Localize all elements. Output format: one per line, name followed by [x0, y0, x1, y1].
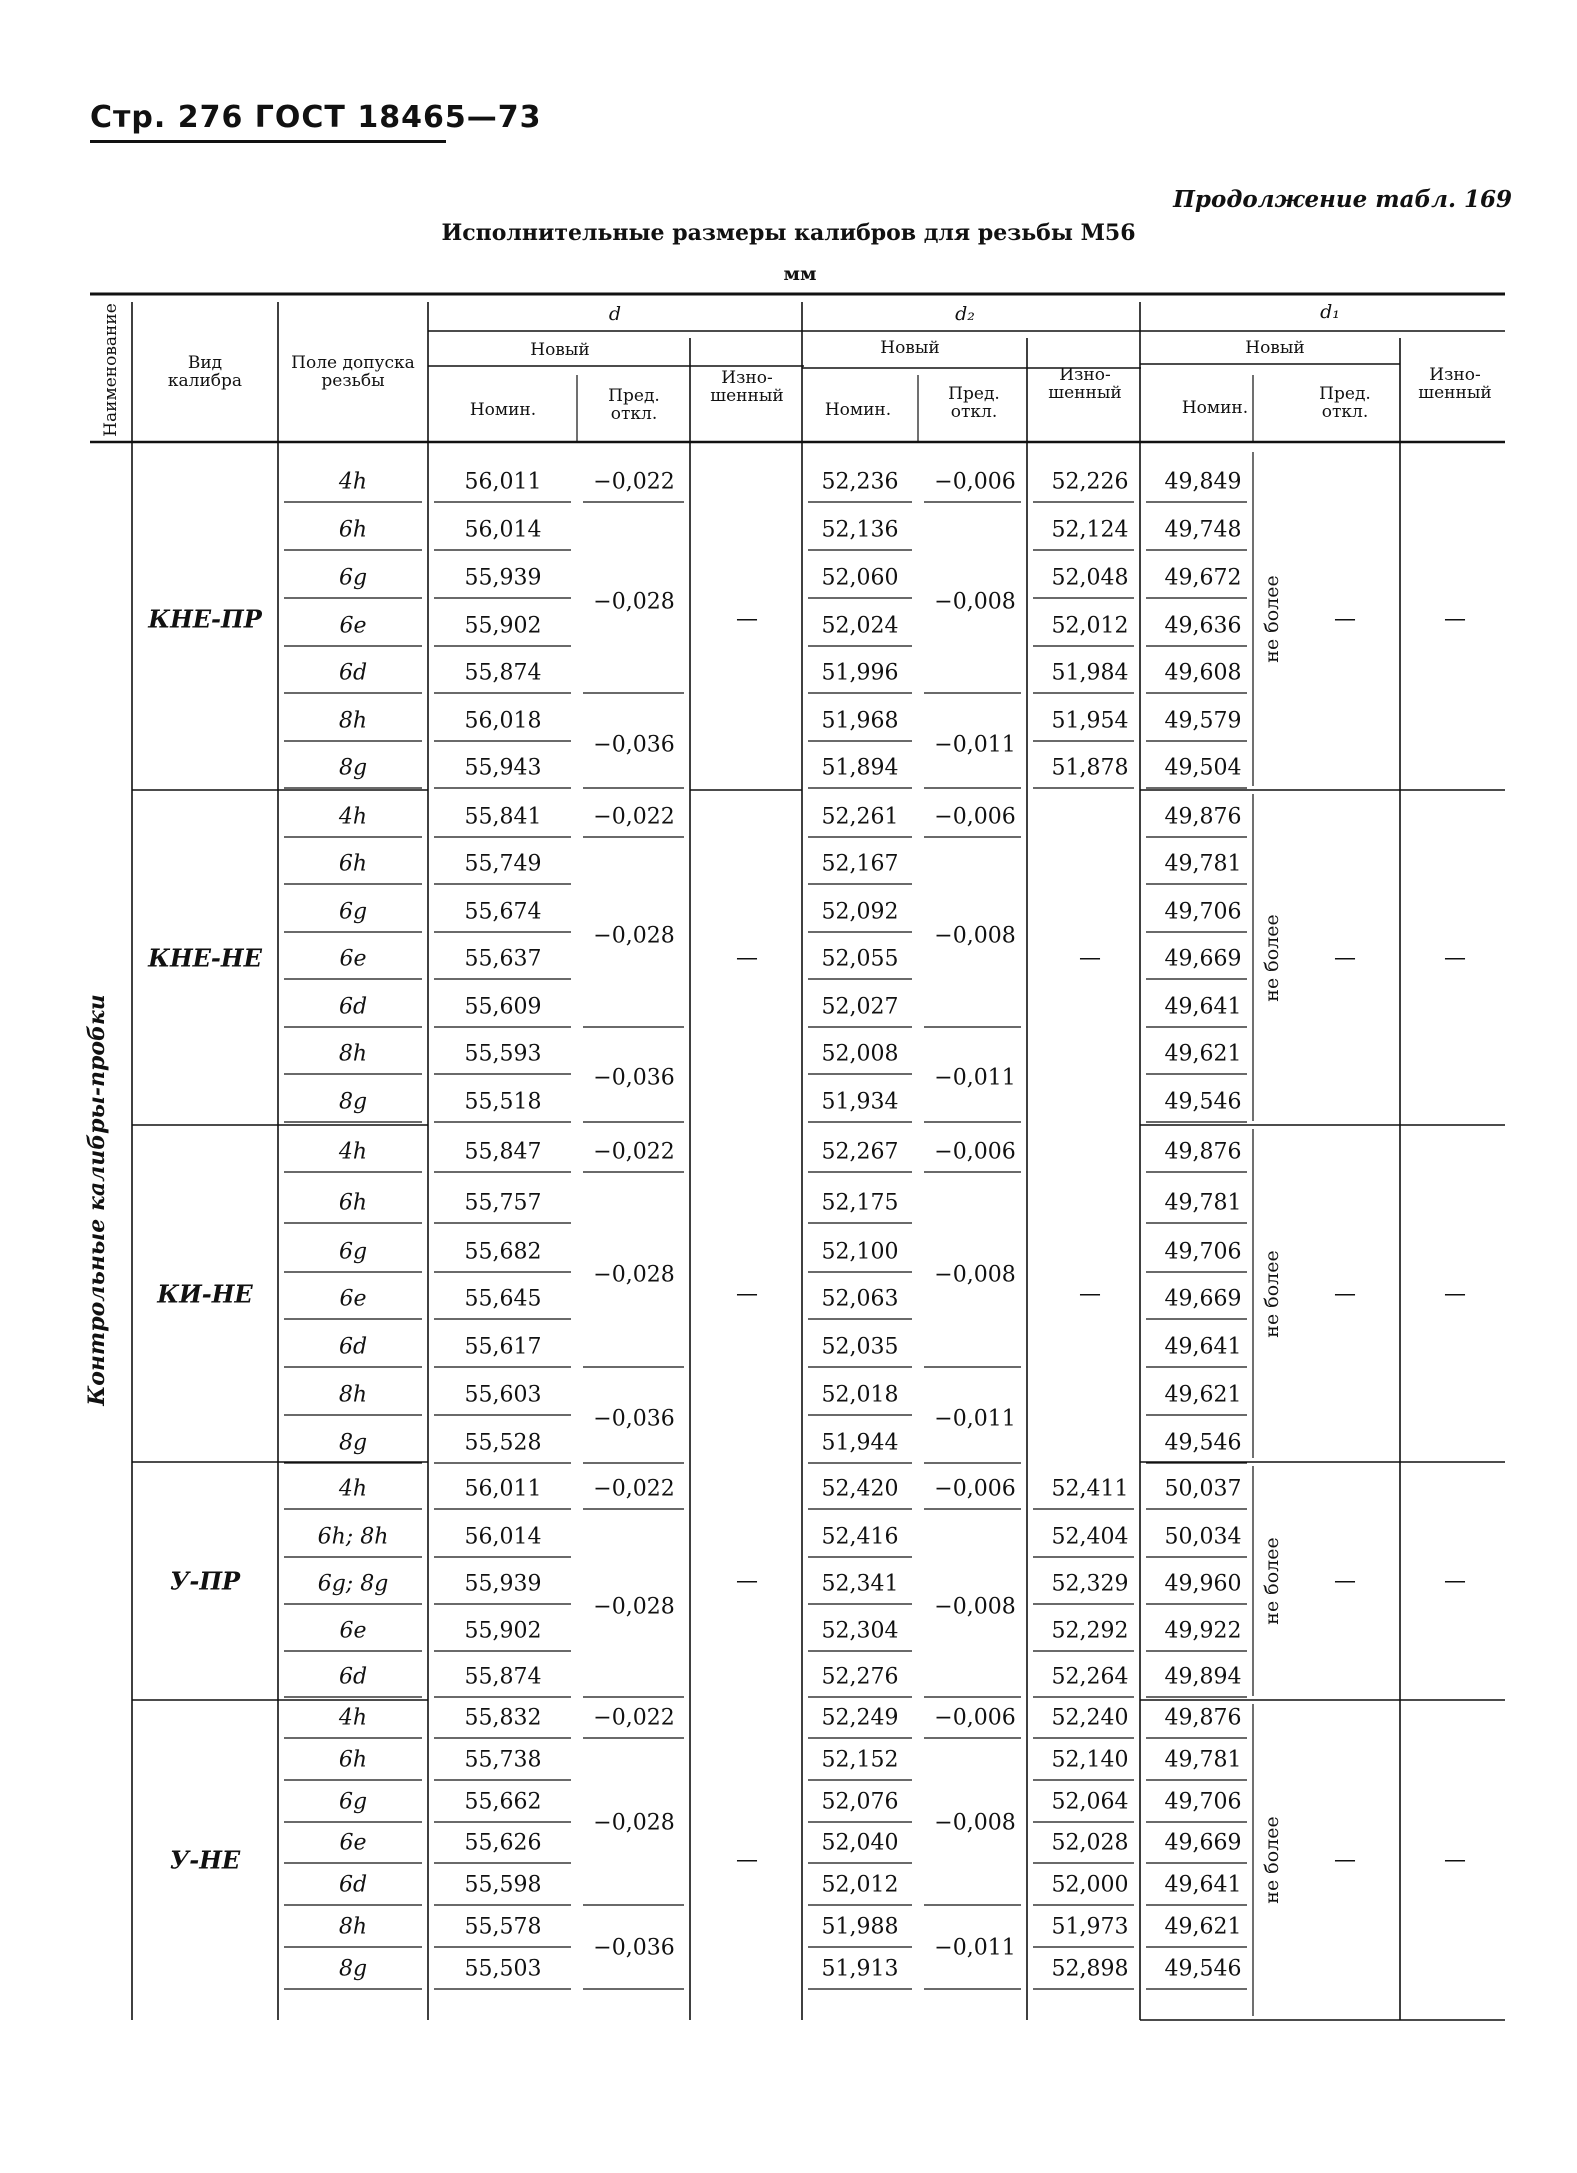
d1-nominal: 49,621 [1164, 1914, 1242, 1940]
d-nominal: 55,682 [464, 1239, 542, 1265]
d2-nominal: 52,063 [821, 1286, 899, 1312]
header-d1-deviation: Пред. откл. [1319, 384, 1371, 422]
tolerance-field: 4h [338, 1705, 368, 1731]
d-nominal: 55,598 [464, 1872, 542, 1898]
header-tolerance-field: Поле допуска резьбы [291, 353, 415, 391]
tolerance-field: 8h [338, 1041, 368, 1067]
d1-nominal: 49,672 [1164, 565, 1242, 591]
header-d1-new: Новый [1245, 338, 1305, 358]
d2-deviation: −0,011 [934, 1065, 1016, 1091]
d-deviation: −0,022 [593, 469, 675, 495]
d2-nominal: 52,304 [821, 1618, 899, 1644]
d-deviation: −0,036 [593, 1406, 675, 1432]
category-label: Контрольные калибры-пробки [84, 994, 110, 1406]
header-d1-nominal: Номин. [1181, 398, 1249, 418]
d2-nominal: 52,341 [821, 1571, 899, 1597]
d-nominal: 55,757 [464, 1190, 542, 1216]
tolerance-field: 6h [338, 851, 368, 877]
d-deviation: −0,022 [593, 1476, 675, 1502]
d-nominal: 55,847 [464, 1139, 542, 1165]
d1-nominal: 49,894 [1164, 1664, 1242, 1690]
tolerance-field: 6h; 8h [317, 1524, 389, 1550]
gauge-name: КИ-НЕ [157, 1279, 253, 1308]
d2-worn: 52,048 [1051, 565, 1129, 591]
d1-nominal: 49,608 [1164, 660, 1242, 686]
d1-worn-dash: — [1444, 945, 1466, 970]
not-more-label: не более [1261, 1537, 1283, 1625]
d2-worn: 51,973 [1051, 1914, 1129, 1940]
d-deviation: −0,036 [593, 1065, 675, 1091]
tolerance-field: 6e [339, 1618, 367, 1644]
d2-worn: 52,404 [1051, 1524, 1129, 1550]
d-worn-dash: — [736, 606, 758, 632]
d2-worn: 52,012 [1051, 613, 1129, 639]
tolerance-field: 4h [338, 804, 368, 830]
d-deviation: −0,022 [593, 1139, 675, 1165]
d2-worn: 51,954 [1051, 708, 1129, 734]
tolerance-field: 6e [339, 1286, 367, 1312]
d2-worn-dash: — [1079, 1281, 1101, 1306]
d2-worn-dash: — [1079, 945, 1101, 970]
d-deviation: −0,022 [593, 1705, 675, 1731]
d2-nominal: 52,167 [821, 851, 899, 877]
d2-nominal: 52,035 [821, 1334, 899, 1360]
d-nominal: 55,503 [464, 1956, 542, 1982]
d2-nominal: 52,236 [821, 469, 899, 495]
d-nominal: 56,014 [464, 1524, 542, 1550]
continuation-note: Продолжение табл. 169 [1173, 186, 1512, 213]
d2-worn: 52,329 [1051, 1571, 1129, 1597]
tolerance-field: 6d [338, 994, 368, 1020]
tolerance-field: 4h [338, 1476, 368, 1502]
tolerance-field: 6g [338, 899, 368, 925]
d2-nominal: 52,261 [821, 804, 899, 830]
tolerance-field: 6g [338, 1789, 368, 1815]
gauge-name: У-НЕ [169, 1845, 241, 1875]
tolerance-field: 6e [339, 946, 367, 972]
d1-deviation-dash: — [1334, 606, 1356, 632]
d2-deviation: −0,008 [934, 1810, 1016, 1835]
d-nominal: 55,609 [464, 994, 542, 1020]
d2-deviation: −0,006 [934, 1139, 1016, 1165]
header-d2-nominal: Номин. [824, 400, 892, 420]
d1-nominal: 49,621 [1164, 1382, 1242, 1408]
header-d2: d₂ [955, 303, 975, 325]
d2-worn: 52,064 [1051, 1789, 1129, 1815]
d-worn-dash: — [736, 945, 758, 970]
tolerance-field: 4h [338, 1139, 368, 1165]
d1-nominal: 49,669 [1164, 946, 1242, 972]
table-title: Исполнительные размеры калибров для резьбы М56 [441, 220, 1136, 246]
d-nominal: 55,943 [464, 755, 542, 781]
d1-nominal: 49,706 [1164, 1239, 1242, 1265]
d-nominal: 55,874 [464, 660, 542, 686]
d2-nominal: 51,913 [821, 1956, 899, 1982]
tolerance-field: 8h [338, 708, 368, 734]
not-more-label: не более [1261, 1816, 1283, 1904]
d-nominal: 55,518 [464, 1089, 542, 1115]
d2-deviation: −0,011 [934, 1935, 1016, 1961]
d1-nominal: 49,960 [1164, 1571, 1242, 1597]
d2-deviation: −0,006 [934, 1476, 1016, 1502]
tolerance-field: 6d [338, 1664, 368, 1690]
d1-nominal: 49,748 [1164, 517, 1242, 543]
d2-deviation: −0,011 [934, 732, 1016, 757]
d1-nominal: 49,706 [1164, 899, 1242, 925]
d2-nominal: 52,092 [821, 899, 899, 925]
d1-nominal: 49,641 [1164, 994, 1242, 1020]
not-more-label: не более [1261, 913, 1283, 1002]
d-nominal: 56,011 [464, 469, 542, 495]
d-deviation: −0,036 [593, 732, 675, 757]
d-nominal: 55,662 [464, 1789, 542, 1815]
d-nominal: 55,626 [464, 1830, 542, 1856]
d-deviation: −0,028 [593, 1262, 675, 1288]
header-d2-worn: Изно-шенный [1048, 365, 1122, 403]
d1-nominal: 49,504 [1164, 755, 1242, 781]
d-nominal: 55,528 [464, 1430, 542, 1456]
d2-nominal: 52,008 [821, 1041, 899, 1067]
d2-nominal: 51,944 [821, 1430, 899, 1456]
d-deviation: −0,036 [593, 1935, 675, 1961]
d1-nominal: 50,034 [1164, 1524, 1242, 1550]
header-d-deviation: Пред. откл. [608, 386, 660, 424]
d-nominal: 55,603 [464, 1382, 542, 1408]
tolerance-field: 6h [338, 1190, 368, 1216]
d2-worn: 52,028 [1051, 1830, 1129, 1856]
d2-deviation: −0,006 [934, 1705, 1016, 1731]
tolerance-field: 8h [338, 1382, 368, 1408]
d2-deviation: −0,008 [934, 589, 1016, 614]
header-name: Наименование [101, 303, 121, 437]
d2-nominal: 52,012 [821, 1872, 899, 1898]
d2-nominal: 52,175 [821, 1190, 899, 1216]
tolerance-field: 6h [338, 517, 368, 543]
d2-deviation: −0,006 [934, 469, 1016, 495]
tolerance-field: 6g [338, 1239, 368, 1265]
d2-nominal: 51,894 [821, 755, 899, 781]
tolerance-field: 6e [339, 1830, 367, 1856]
header-d1-worn: Изно-шенный [1418, 365, 1492, 403]
d2-nominal: 52,018 [821, 1382, 899, 1408]
d-nominal: 55,874 [464, 1664, 542, 1690]
d-nominal: 55,902 [464, 1618, 542, 1644]
d2-nominal: 52,060 [821, 565, 899, 591]
d1-worn-dash: — [1444, 1281, 1466, 1306]
d2-worn: 51,878 [1051, 755, 1129, 781]
tolerance-field: 8g [338, 1089, 368, 1115]
d2-nominal: 52,420 [821, 1476, 899, 1502]
d1-nominal: 49,876 [1164, 804, 1242, 830]
tolerance-field: 6h [338, 1747, 368, 1773]
d1-nominal: 49,669 [1164, 1286, 1242, 1312]
d-nominal: 55,902 [464, 613, 542, 639]
d1-worn-dash: — [1444, 1568, 1466, 1594]
d1-nominal: 49,781 [1164, 851, 1242, 877]
header-underline [90, 140, 446, 143]
d-nominal: 55,637 [464, 946, 542, 972]
header-d1: d₁ [1320, 301, 1340, 323]
d2-nominal: 52,027 [821, 994, 899, 1020]
d1-nominal: 50,037 [1164, 1476, 1242, 1502]
d-deviation: −0,022 [593, 804, 675, 830]
d1-nominal: 49,546 [1164, 1430, 1242, 1456]
d2-worn: 52,898 [1051, 1956, 1129, 1982]
d1-nominal: 49,546 [1164, 1089, 1242, 1115]
d1-nominal: 49,636 [1164, 613, 1242, 639]
tolerance-field: 4h [338, 469, 368, 495]
header-d: d [608, 303, 622, 325]
d-deviation: −0,028 [593, 1810, 675, 1835]
tolerance-field: 8g [338, 1956, 368, 1982]
unit-label: мм [783, 263, 817, 285]
d2-nominal: 52,276 [821, 1664, 899, 1690]
d2-nominal: 52,055 [821, 946, 899, 972]
header-d2-deviation: Пред. откл. [948, 384, 1000, 422]
d2-deviation: −0,008 [934, 923, 1016, 948]
d2-deviation: −0,008 [934, 1594, 1016, 1620]
d-nominal: 56,014 [464, 517, 542, 543]
d1-nominal: 49,621 [1164, 1041, 1242, 1067]
not-more-label: не более [1261, 1249, 1283, 1338]
d1-nominal: 49,876 [1164, 1705, 1242, 1731]
d2-worn: 52,124 [1051, 517, 1129, 543]
d2-worn: 52,292 [1051, 1618, 1129, 1644]
d-nominal: 56,011 [464, 1476, 542, 1502]
d-nominal: 55,939 [464, 1571, 542, 1597]
d-deviation: −0,028 [593, 1594, 675, 1620]
d-nominal: 55,617 [464, 1334, 542, 1360]
d-nominal: 55,738 [464, 1747, 542, 1773]
d2-worn: 52,411 [1051, 1476, 1129, 1502]
d1-nominal: 49,669 [1164, 1830, 1242, 1856]
header-d-worn: Изно-шенный [710, 368, 784, 406]
tolerance-field: 8g [338, 1430, 368, 1456]
d2-deviation: −0,011 [934, 1406, 1016, 1432]
page-header [90, 100, 541, 135]
d2-worn: 52,240 [1051, 1705, 1129, 1731]
d-nominal: 55,832 [464, 1705, 542, 1731]
header-gauge-type: Вид калибра [167, 353, 243, 391]
d-nominal: 55,645 [464, 1286, 542, 1312]
d-nominal: 55,593 [464, 1041, 542, 1067]
tolerance-field: 6d [338, 1334, 368, 1360]
d2-worn: 52,226 [1051, 469, 1129, 495]
d2-nominal: 52,076 [821, 1789, 899, 1815]
d1-nominal: 49,641 [1164, 1334, 1242, 1360]
d1-deviation-dash: — [1334, 1281, 1356, 1306]
d2-nominal: 52,040 [821, 1830, 899, 1856]
d2-nominal: 52,100 [821, 1239, 899, 1265]
d-nominal: 55,674 [464, 899, 542, 925]
d2-deviation: −0,008 [934, 1262, 1016, 1288]
d2-nominal: 52,249 [821, 1705, 899, 1731]
gauge-name: У-ПР [169, 1566, 241, 1596]
d2-nominal: 51,934 [821, 1089, 899, 1115]
d2-nominal: 52,152 [821, 1747, 899, 1773]
d-worn-dash: — [736, 1847, 758, 1873]
d-deviation: −0,028 [593, 923, 675, 948]
d2-deviation: −0,006 [934, 804, 1016, 830]
d2-nominal: 52,267 [821, 1139, 899, 1165]
tolerance-field: 6g [338, 565, 368, 591]
d-nominal: 56,018 [464, 708, 542, 734]
header-d-nominal: Номин. [469, 400, 537, 420]
tolerance-field: 6d [338, 660, 368, 686]
standard-number: ГОСТ 18465—73 [254, 100, 542, 135]
d1-deviation-dash: — [1334, 1568, 1356, 1594]
d1-deviation-dash: — [1334, 1847, 1356, 1873]
tolerance-field: 6e [339, 613, 367, 639]
d1-worn-dash: — [1444, 606, 1466, 632]
d2-worn: 52,140 [1051, 1747, 1129, 1773]
d2-nominal: 52,024 [821, 613, 899, 639]
d2-worn: 52,264 [1051, 1664, 1129, 1690]
d-nominal: 55,749 [464, 851, 542, 877]
d-nominal: 55,578 [464, 1914, 542, 1940]
d1-deviation-dash: — [1334, 945, 1356, 970]
d1-nominal: 49,706 [1164, 1789, 1242, 1815]
d2-nominal: 51,996 [821, 660, 899, 686]
d1-worn-dash: — [1444, 1847, 1466, 1873]
d2-worn: 52,000 [1051, 1872, 1129, 1898]
d-worn-dash: — [736, 1568, 758, 1594]
d1-nominal: 49,546 [1164, 1956, 1242, 1982]
page-number: Стр. 276 [90, 100, 244, 135]
d2-nominal: 52,136 [821, 517, 899, 543]
d1-nominal: 49,579 [1164, 708, 1242, 734]
d2-worn: 51,984 [1051, 660, 1129, 686]
d-nominal: 55,939 [464, 565, 542, 591]
d-nominal: 55,841 [464, 804, 542, 830]
header-d-new: Новый [530, 340, 590, 360]
d-worn-dash: — [736, 1281, 758, 1306]
d2-nominal: 52,416 [821, 1524, 899, 1550]
d-deviation: −0,028 [593, 589, 675, 614]
d2-nominal: 51,988 [821, 1914, 899, 1940]
tolerance-field: 6g; 8g [317, 1571, 389, 1597]
d1-nominal: 49,922 [1164, 1618, 1242, 1644]
gauge-name: КНЕ-ПР [148, 604, 262, 634]
tolerance-field: 8g [338, 755, 368, 781]
gauge-name: КНЕ-НЕ [148, 943, 262, 972]
not-more-label: не более [1261, 575, 1283, 663]
tolerance-field: 8h [338, 1914, 368, 1940]
d1-nominal: 49,641 [1164, 1872, 1242, 1898]
d1-nominal: 49,876 [1164, 1139, 1242, 1165]
tolerance-field: 6d [338, 1872, 368, 1898]
d1-nominal: 49,849 [1164, 469, 1242, 495]
d2-nominal: 51,968 [821, 708, 899, 734]
d1-nominal: 49,781 [1164, 1747, 1242, 1773]
d1-nominal: 49,781 [1164, 1190, 1242, 1216]
header-d2-new: Новый [880, 338, 940, 358]
